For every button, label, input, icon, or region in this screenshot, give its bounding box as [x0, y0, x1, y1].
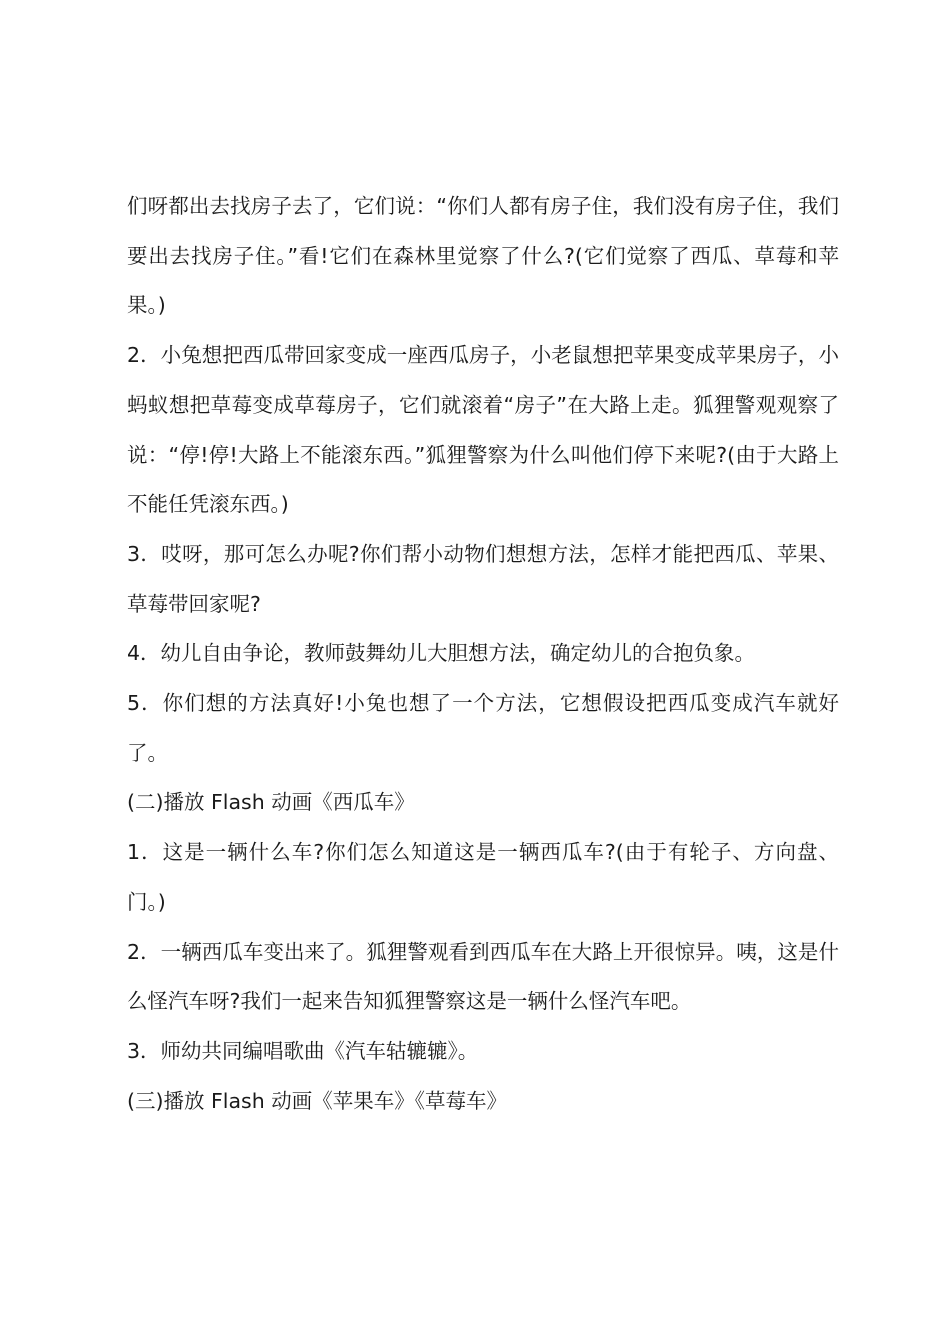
document-body — [127, 182, 839, 1126]
section-heading-3: (三)播放 Flash 动画《苹果车》《草莓车》 — [127, 1088, 507, 1113]
paragraph-intro-continued: 们呀都出去找房子去了，它们说：“你们人都有房子住，我们没有房子住，我们要出去找房子住。”看!它们在森林里觉察了什么?(它们觉察了西瓜、草莓和苹果。) — [127, 194, 839, 318]
paragraph-step-2: 2．小兔想把西瓜带回家变成一座西瓜房子，小老鼠想把苹果变成苹果房子，小蚂蚁想把草莓变成草莓房子，它们就滚着“房子”在大路上走。狐狸警观观察了说：“停!停!大路上不能滚东西。”狐狸警察为什么叫他们停下来呢?(由于大路上不能任凭滚东西。) — [127, 343, 839, 517]
paragraph-step-4: 4．幼儿自由争论，教师鼓舞幼儿大胆想方法，确定幼儿的合抱负象。 — [127, 641, 756, 666]
paragraph-step-3: 3．哎呀，那可怎么办呢?你们帮小动物们想想方法，怎样才能把西瓜、苹果、草莓带回家呢? — [127, 541, 839, 616]
paragraph-section2-step-3: 3．师幼共同编唱歌曲《汽车轱辘辘》。 — [127, 1038, 479, 1063]
paragraph-section2-step-2: 2．一辆西瓜车变出来了。狐狸警观看到西瓜车在大路上开很惊异。咦，这是什么怪汽车呀?我们一起来告知狐狸警察这是一辆什么怪汽车吧。 — [127, 939, 839, 1014]
section-heading-2: (二)播放 Flash 动画《西瓜车》 — [127, 790, 415, 815]
paragraph-step-5: 5．你们想的方法真好!小兔也想了一个方法，它想假设把西瓜变成汽车就好了。 — [127, 691, 839, 765]
paragraph-section2-step-1: 1．这是一辆什么车?你们怎么知道这是一辆西瓜车?(由于有轮子、方向盘、门。) — [127, 840, 839, 914]
